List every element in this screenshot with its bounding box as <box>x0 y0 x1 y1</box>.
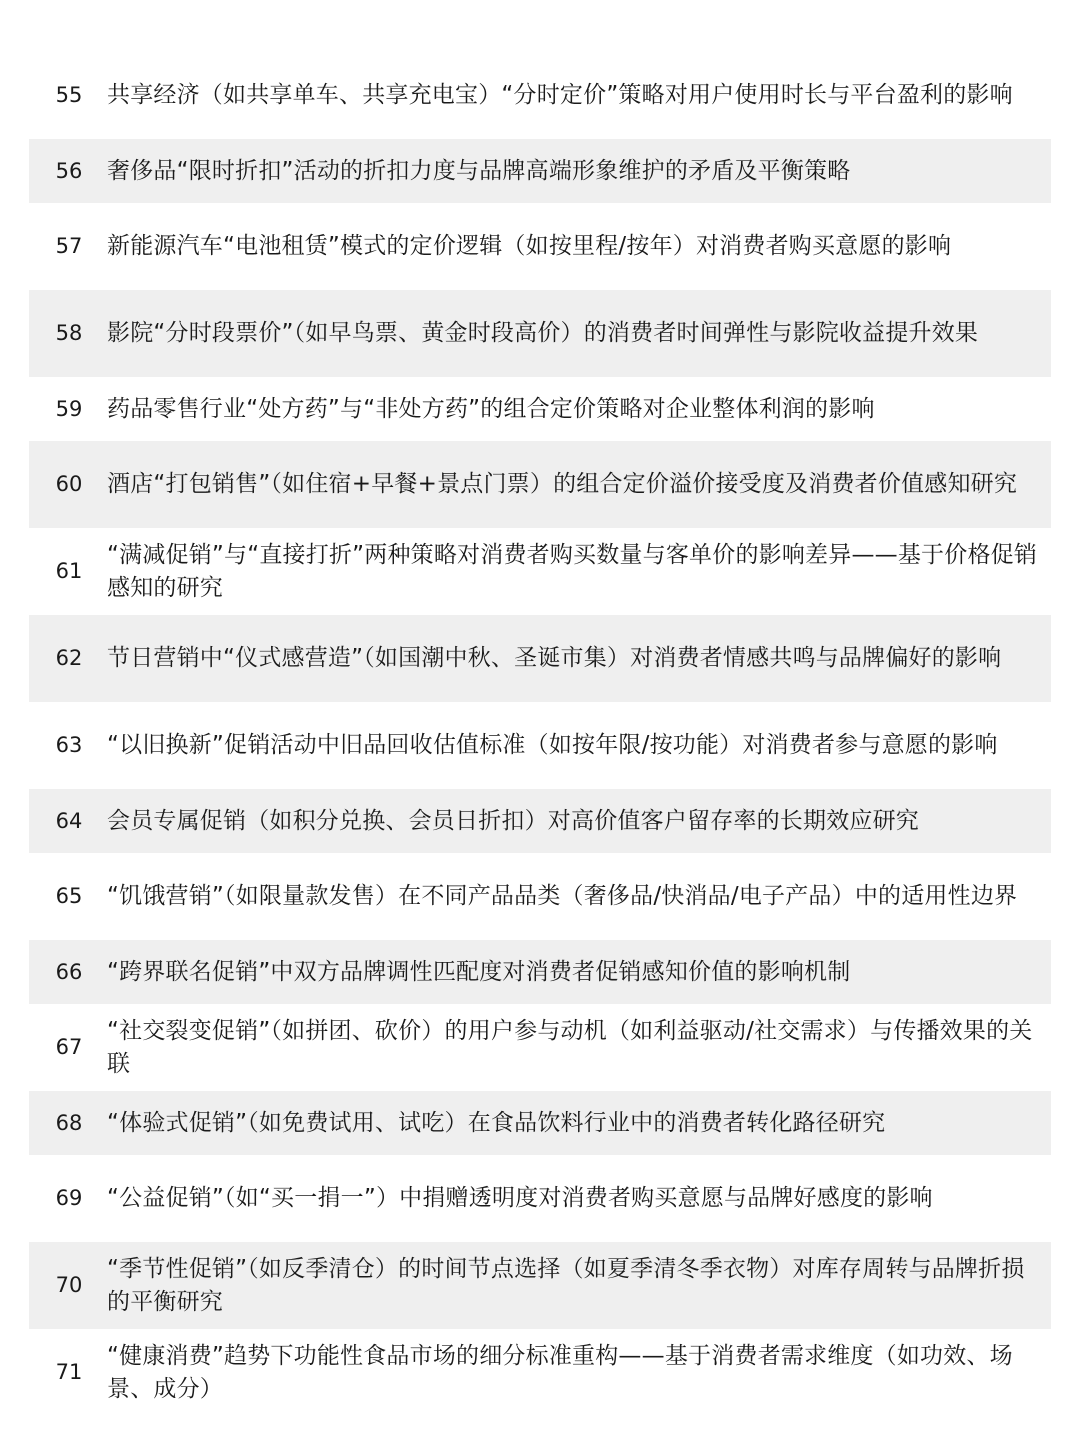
row-number: 57 <box>55 234 83 258</box>
row-number: 62 <box>55 646 83 670</box>
table-row <box>29 203 1051 290</box>
topic-text: 酒店“打包销售”（如住宿+早餐+景点门票）的组合定价溢价接受度及消费者价值感知研究 <box>107 471 1018 497</box>
row-number: 71 <box>55 1360 83 1384</box>
row-number: 56 <box>55 158 83 183</box>
topic-text: “满减促销”与“直接打折”两种策略对消费者购买数量与客单价的影响差异——基于价格促销感知的研究 <box>107 541 1038 601</box>
row-number: 65 <box>55 884 83 908</box>
row-number: 70 <box>55 1273 83 1297</box>
row-number: 66 <box>55 959 83 984</box>
row-number: 60 <box>55 472 83 496</box>
table-row <box>29 789 1051 853</box>
topic-table <box>29 52 1051 1416</box>
topic-text: 节日营销中“仪式感营造”（如国潮中秋、圣诞市集）对消费者情感共鸣与品牌偏好的影响 <box>107 645 1002 671</box>
table-row <box>29 290 1051 377</box>
table-row <box>29 1329 1051 1416</box>
table-row <box>29 940 1051 1004</box>
row-number: 59 <box>55 396 83 421</box>
table-row <box>29 52 1051 139</box>
topic-text: “季节性促销”（如反季清仓）的时间节点选择（如夏季清冬季衣物）对库存周转与品牌折损的平衡研究 <box>107 1255 1025 1315</box>
table-row <box>29 1004 1051 1091</box>
topic-text: “公益促销”（如“买一捐一”）中捐赠透明度对消费者购买意愿与品牌好感度的影响 <box>107 1185 933 1211</box>
topic-text: 影院“分时段票价”（如早鸟票、黄金时段高价）的消费者时间弹性与影院收益提升效果 <box>107 320 979 346</box>
topic-text: “健康消费”趋势下功能性食品市场的细分标准重构——基于消费者需求维度（如功效、场景、成分） <box>107 1342 1013 1402</box>
row-number: 64 <box>55 808 83 833</box>
topic-text: “跨界联名促销”中双方品牌调性匹配度对消费者促销感知价值的影响机制 <box>107 958 851 985</box>
topic-text: 会员专属促销（如积分兑换、会员日折扣）对高价值客户留存率的长期效应研究 <box>107 807 919 834</box>
row-number: 67 <box>55 1035 83 1059</box>
topic-text: 奢侈品“限时折扣”活动的折扣力度与品牌高端形象维护的矛盾及平衡策略 <box>107 157 851 184</box>
row-number: 68 <box>55 1110 83 1135</box>
topic-text: “饥饿营销”（如限量款发售）在不同产品品类（奢侈品/快消品/电子产品）中的适用性边界 <box>107 883 1018 909</box>
table-row <box>29 441 1051 528</box>
table-row <box>29 1091 1051 1155</box>
row-number: 58 <box>55 321 83 345</box>
topic-text: 共享经济（如共享单车、共享充电宝）“分时定价”策略对用户使用时长与平台盈利的影响 <box>107 82 1013 108</box>
table-row <box>29 702 1051 789</box>
topic-text: “以旧换新”促销活动中旧品回收估值标准（如按年限/按功能）对消费者参与意愿的影响 <box>107 732 998 758</box>
table-row <box>29 853 1051 940</box>
table-row <box>29 528 1051 615</box>
row-number: 69 <box>55 1186 83 1210</box>
table-row <box>29 1242 1051 1329</box>
table-row <box>29 377 1051 441</box>
topic-text: 药品零售行业“处方药”与“非处方药”的组合定价策略对企业整体利润的影响 <box>107 395 875 422</box>
row-number: 61 <box>55 559 83 583</box>
table-row <box>29 615 1051 702</box>
row-number: 55 <box>55 83 83 107</box>
table-row <box>29 139 1051 203</box>
topic-text: “社交裂变促销”（如拼团、砍价）的用户参与动机（如利益驱动/社交需求）与传播效果的关联 <box>107 1017 1033 1077</box>
topic-text: “体验式促销”（如免费试用、试吃）在食品饮料行业中的消费者转化路径研究 <box>107 1109 886 1136</box>
table-row <box>29 1155 1051 1242</box>
topic-text: 新能源汽车“电池租赁”模式的定价逻辑（如按里程/按年）对消费者购买意愿的影响 <box>107 233 952 259</box>
row-number: 63 <box>55 733 83 757</box>
